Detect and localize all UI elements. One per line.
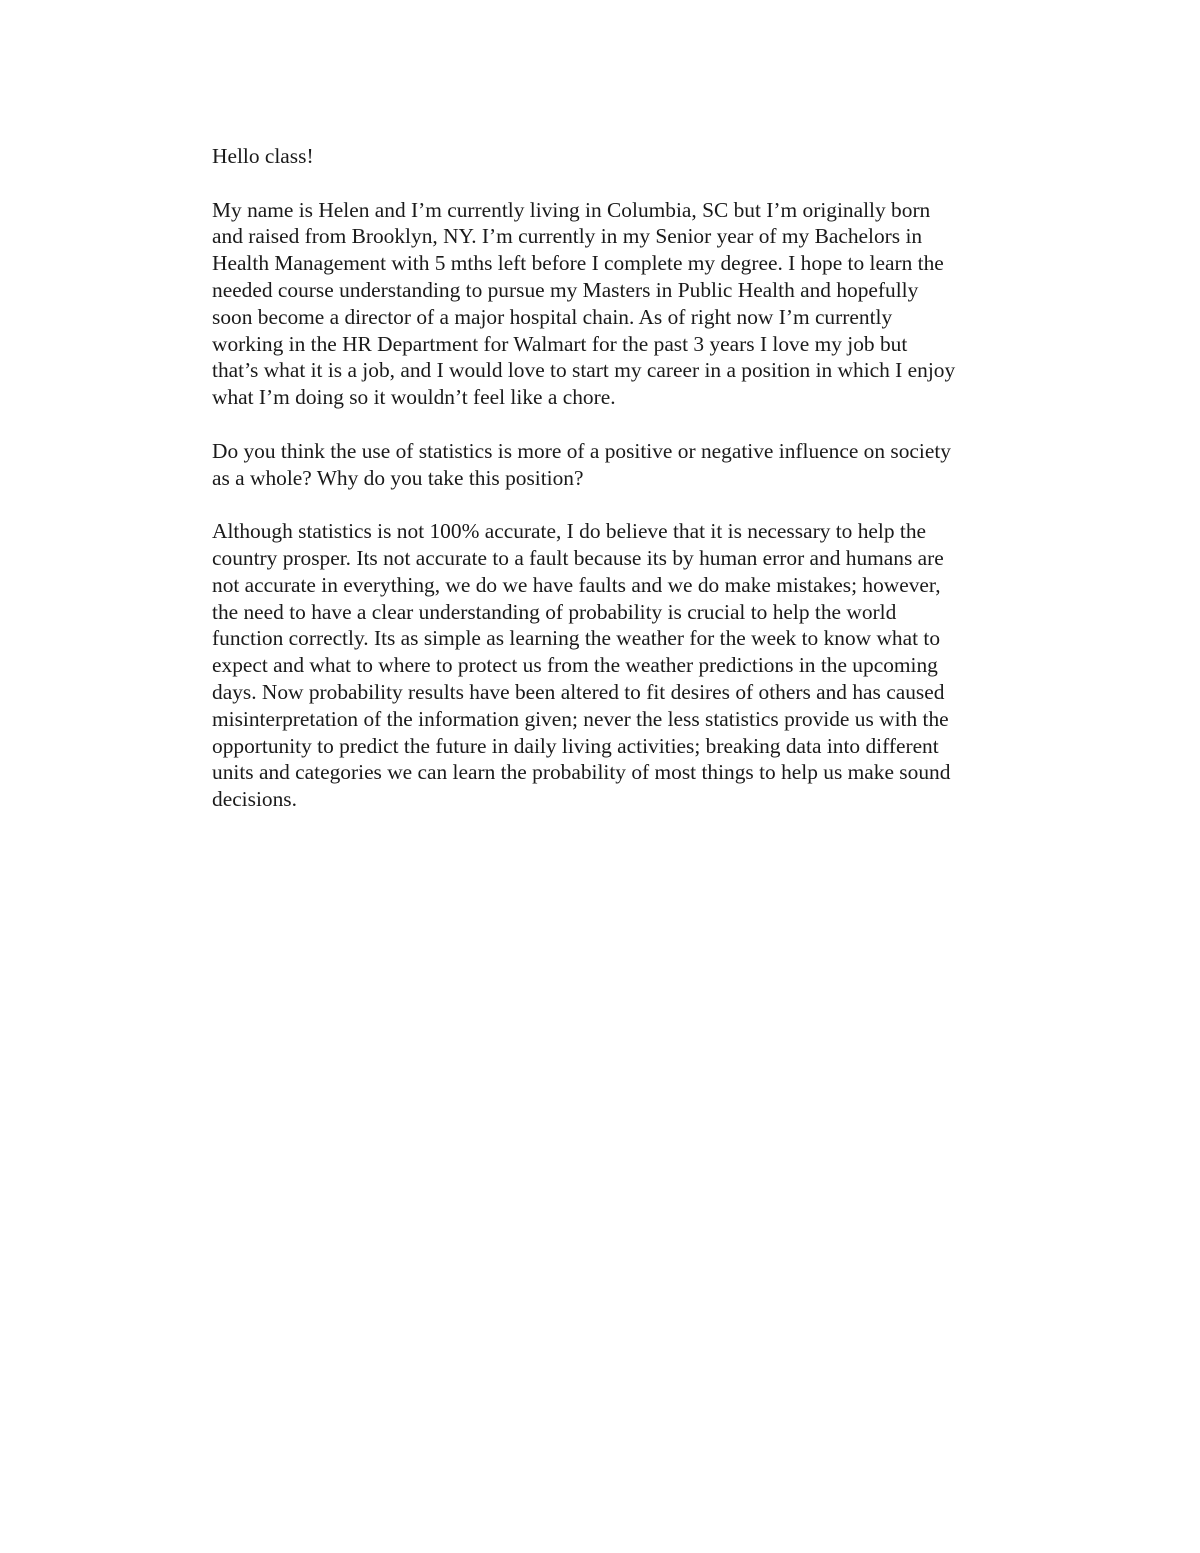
greeting-line: Hello class! [212, 144, 314, 168]
answer-line: expect and what to where to protect us from the weather predictions in the upcoming [212, 653, 938, 678]
question-paragraph [212, 438, 1072, 492]
intro-paragraph [212, 197, 1072, 411]
answer-line: country prosper. Its not accurate to a fault because its by human error and humans are [212, 545, 944, 570]
question-line: Do you think the use of statistics is more of a positive or negative influence on society [212, 438, 952, 463]
answer-line: days. Now probability results have been altered to fit desires of others and has caused [212, 679, 945, 704]
answer-line: misinterpretation of the information given; never the less statistics provide us with the [212, 706, 949, 731]
intro-line: soon become a director of a major hospital chain. As of right now I’m currently [212, 304, 893, 329]
intro-line: and raised from Brooklyn, NY. I’m currently in my Senior year of my Bachelors in [212, 224, 923, 249]
document-body [212, 143, 1072, 840]
intro-line: what I’m doing so it wouldn’t feel like a chore. [212, 385, 616, 410]
intro-line: that’s what it is a job, and I would love to start my career in a position in which I enjoy [212, 358, 956, 383]
answer-paragraph [212, 518, 1072, 813]
answer-line: the need to have a clear understanding of probability is crucial to help the world [212, 599, 897, 624]
answer-line: units and categories we can learn the probability of most things to help us make sound [212, 760, 951, 785]
intro-line: Health Management with 5 mths left before I complete my degree. I hope to learn the [212, 251, 944, 276]
answer-line: not accurate in everything, we do we have faults and we do make mistakes; however, [212, 572, 941, 597]
answer-line: function correctly. Its as simple as learning the weather for the week to know what to [212, 626, 941, 651]
intro-line: working in the HR Department for Walmart for the past 3 years I love my job but [212, 331, 908, 356]
question-line: as a whole? Why do you take this position? [212, 465, 584, 490]
answer-line: decisions. [212, 787, 297, 812]
answer-line: opportunity to predict the future in daily living activities; breaking data into different [212, 733, 939, 758]
intro-line: needed course understanding to pursue my Masters in Public Health and hopefully [212, 277, 919, 302]
answer-line: Although statistics is not 100% accurate, I do believe that it is necessary to help the [212, 519, 927, 544]
greeting-paragraph [212, 143, 1072, 170]
intro-line: My name is Helen and I’m currently living in Columbia, SC but I’m originally born [212, 197, 931, 222]
